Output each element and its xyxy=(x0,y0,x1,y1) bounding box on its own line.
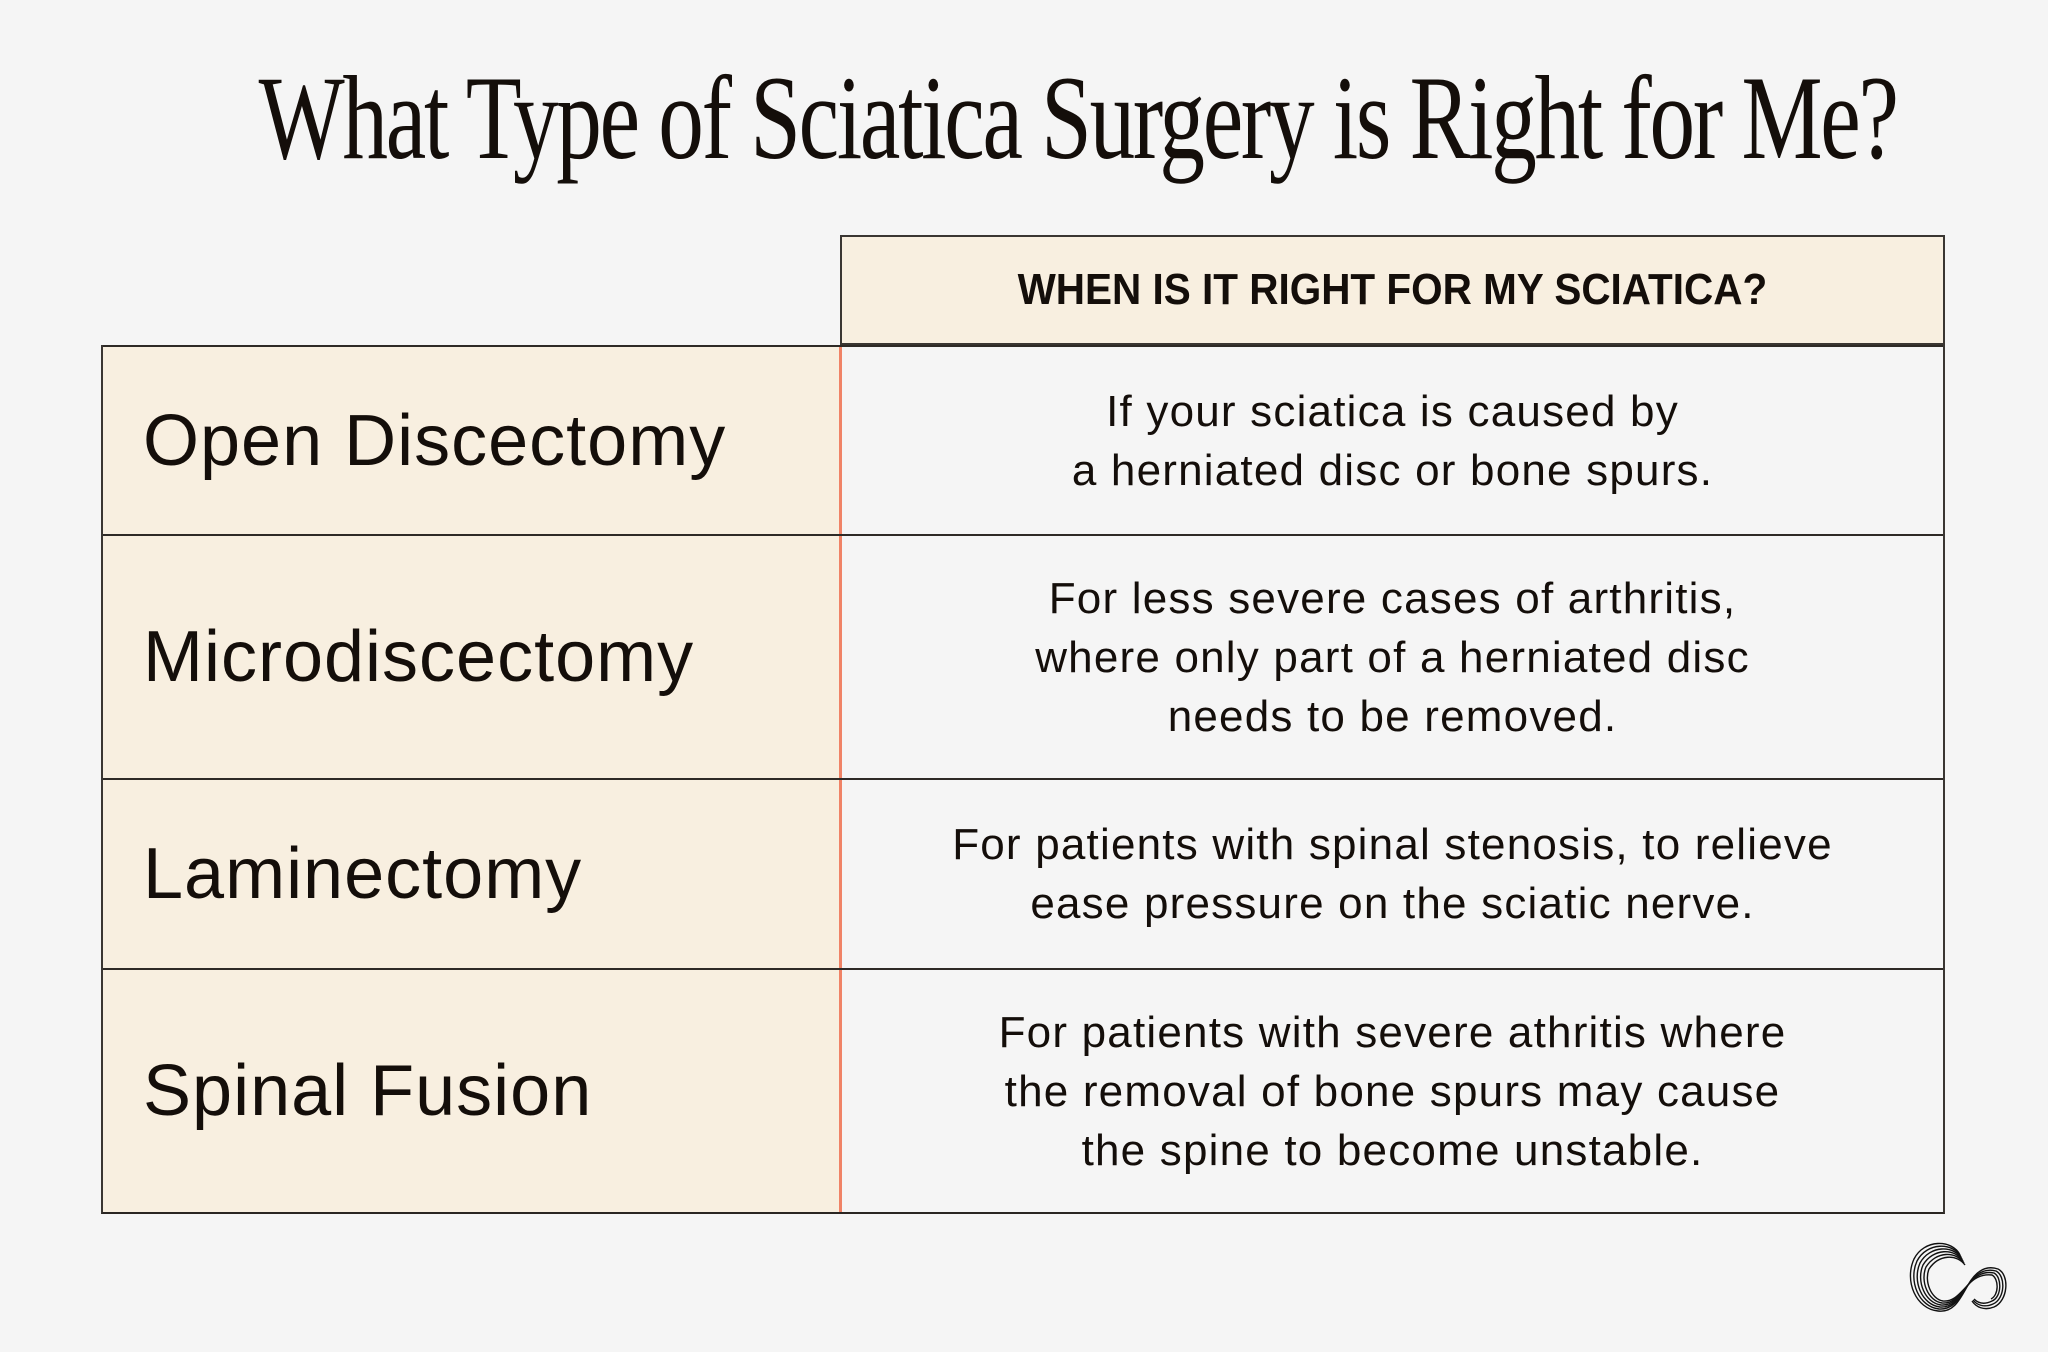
surgery-name: Microdiscectomy xyxy=(103,536,842,778)
table-row xyxy=(103,968,1943,1212)
table-row xyxy=(103,778,1943,968)
column-header xyxy=(840,235,1945,345)
page-title-text: What Type of Sciatica Surgery is Right for Me? xyxy=(258,51,1897,184)
desc-line: a herniated disc or bone spurs. xyxy=(1071,445,1714,495)
surgery-when xyxy=(842,970,1943,1212)
desc-line: For patients with severe athritis where xyxy=(998,1007,1787,1057)
table-row xyxy=(103,534,1943,778)
table-row xyxy=(103,345,1943,534)
desc-line: where only part of a herniated disc xyxy=(1035,632,1750,682)
page-title xyxy=(0,51,2048,184)
desc-line: For patients with spinal stenosis, to relieve xyxy=(952,820,1833,869)
surgery-when xyxy=(842,780,1943,968)
column-header-text: WHEN IS IT RIGHT FOR MY SCIATICA? xyxy=(1017,265,1768,314)
desc-line: the spine to become unstable. xyxy=(1081,1125,1704,1175)
surgery-name: Spinal Fusion xyxy=(103,970,842,1212)
infinity-c-logo-icon xyxy=(1902,1237,2014,1315)
desc-line: needs to be removed. xyxy=(1167,691,1618,741)
surgery-name: Laminectomy xyxy=(103,780,842,968)
surgery-when xyxy=(842,347,1943,534)
surgery-when xyxy=(842,536,1943,778)
desc-line: For less severe cases of arthritis, xyxy=(1048,573,1737,623)
surgery-table xyxy=(101,345,1945,1214)
surgery-name: Open Discectomy xyxy=(103,347,842,534)
desc-line: If your sciatica is caused by xyxy=(1106,386,1679,436)
desc-line: ease pressure on the sciatic nerve. xyxy=(1030,879,1755,928)
desc-line: the removal of bone spurs may cause xyxy=(1004,1066,1781,1116)
